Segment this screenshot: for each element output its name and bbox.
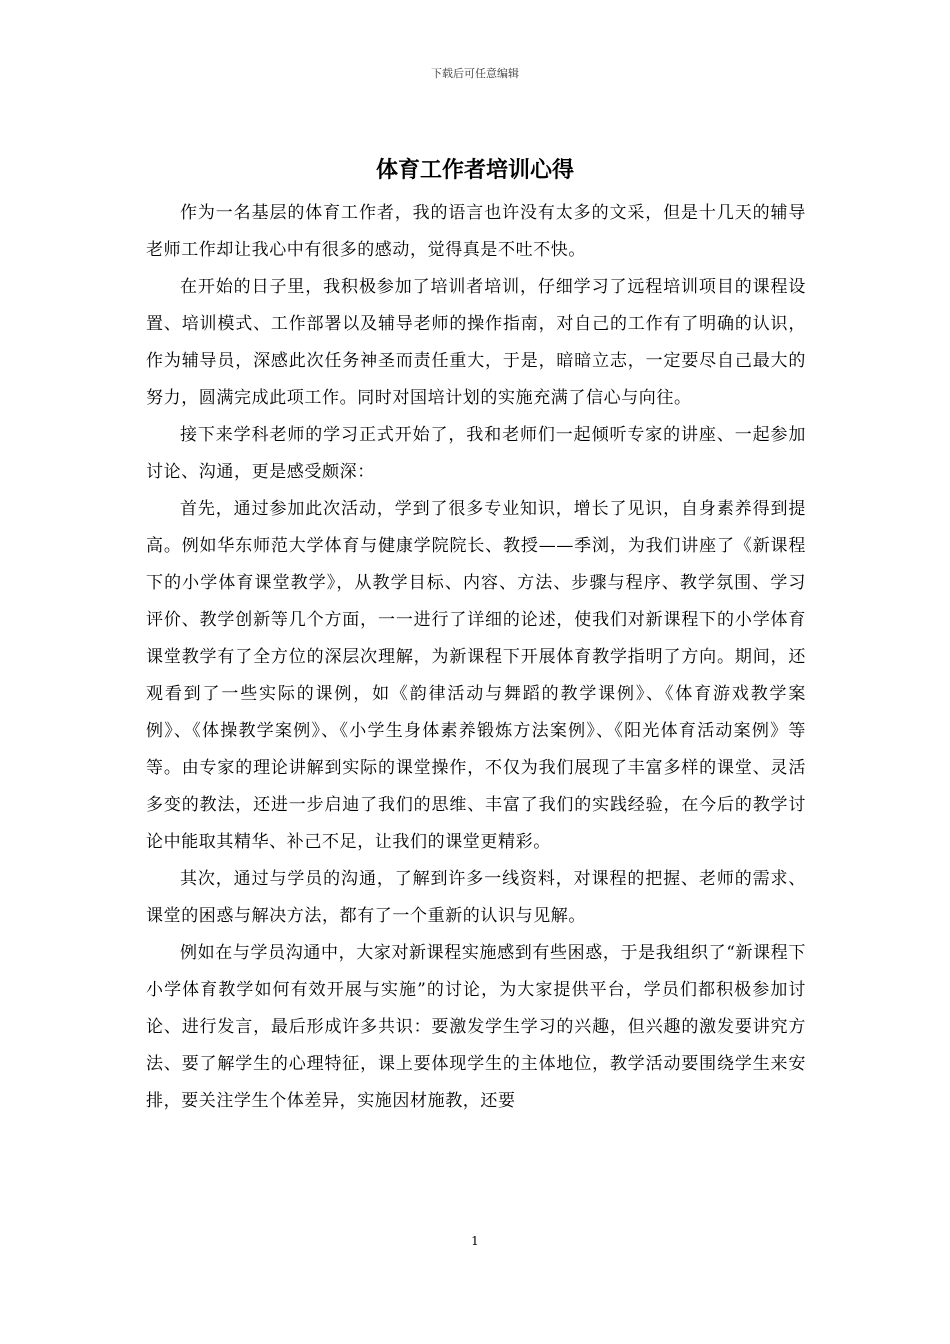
page-number: 1 xyxy=(471,1234,479,1248)
paragraph: 在开始的日子里，我积极参加了培训者培训，仔细学习了远程培训项目的课程设置、培训模式、工作部署以及辅导老师的操作指南，对自己的工作有了明确的认识，作为辅导员，深感此次任务神圣而责任重大，于是，暗暗立志，一定要尽自己最大的努力，圆满完成此项工作。同时对国培计划的实施充满了信心与向往。 xyxy=(146,277,806,408)
paragraph: 接下来学科老师的学习正式开始了，我和老师们一起倾听专家的讲座、一起参加讨论、沟通，更是感受颇深： xyxy=(146,425,806,482)
paragraph: 首先，通过参加此次活动，学到了很多专业知识，增长了见识，自身素养得到提高。例如华东师范大学体育与健康学院院长、教授——季浏，为我们讲座了《新课程下的小学体育课堂教学》，从教学目标、内容、方法、步骤与程序、教学氛围、学习评价、教学创新等几个方面，一一进行了详细的论述，使我们对新课程下的小学体育课堂教学有了全方位的深层次理解，为新课程下开展体育教学指明了方向。期间，还观看到了一些实际的课例，如《韵律活动与舞蹈的教学课例》、《体育游戏教学案例》、《体操教学案例》、《小学生身体素养锻炼方法案例》、《阳光体育活动案例》等等。由专家的理论讲解到实际的课堂操作，不仅为我们展现了丰富多样的课堂、灵活多变的教法，还进一步启迪了我们的思维、丰富了我们的实践经验，在今后的教学讨论中能取其精华、补己不足，让我们的课堂更精彩。 xyxy=(146,499,806,852)
paragraph: 其次，通过与学员的沟通，了解到许多一线资料，对课程的把握、老师的需求、课堂的困惑与解决方法，都有了一个重新的认识与见解。 xyxy=(146,869,806,926)
document-body xyxy=(146,195,806,1120)
document-title: 体育工作者培训心得 xyxy=(375,157,574,183)
page-header: 下载后可任意编辑 xyxy=(431,67,519,80)
paragraph: 作为一名基层的体育工作者，我的语言也许没有太多的文采，但是十几天的辅导老师工作却让我心中有很多的感动，觉得真是不吐不快。 xyxy=(146,203,806,260)
paragraph: 例如在与学员沟通中，大家对新课程实施感到有些困惑，于是我组织了“新课程下小学体育教学如何有效开展与实施”的讨论，为大家提供平台，学员们都积极参加讨论、进行发言，最后形成许多共识：要激发学生学习的兴趣，但兴趣的激发要讲究方法、要了解学生的心理特征，课上要体现学生的主体地位，教学活动要围绕学生来安排，要关注学生个体差异，实施因材施教，还要 xyxy=(146,943,806,1111)
